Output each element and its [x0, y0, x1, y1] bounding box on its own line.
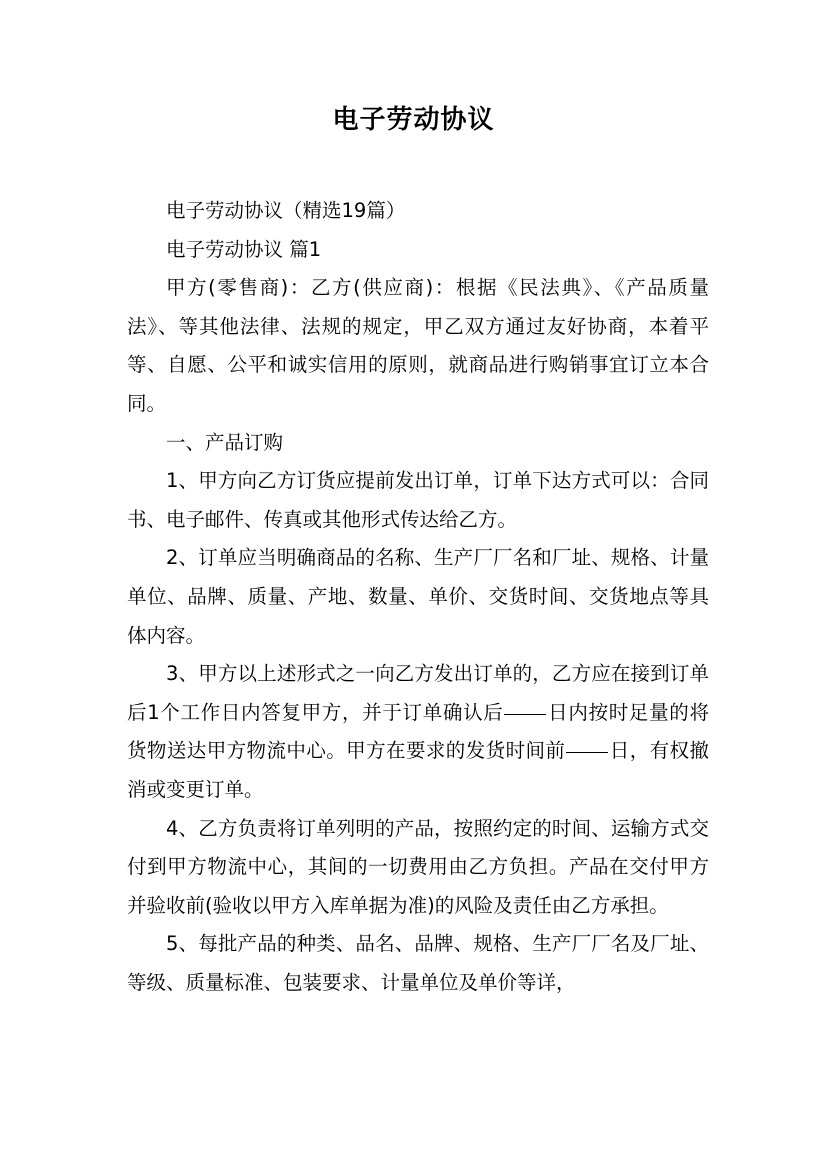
- document-title: 电子劳动协议: [332, 105, 495, 135]
- section-heading: 电子劳动协议 篇1: [166, 237, 322, 261]
- document-body: [127, 192, 709, 1002]
- fill-in-blank: [504, 713, 546, 715]
- document-subtitle: 电子劳动协议（精选19篇）: [166, 199, 406, 222]
- part-one-heading: 一、产品订购: [166, 430, 284, 454]
- clause-1: 1、甲方向乙方订货应提前发出订单，订单下达方式可以：合同书、电子邮件、传真或其他形式传达给乙方。: [127, 469, 709, 531]
- clause-2: 2、订单应当明确商品的名称、生产厂厂名和厂址、规格、计量单位、品牌、质量、产地、数量、单价、交货时间、交货地点等具体内容。: [127, 546, 709, 647]
- fill-in-blank: [566, 751, 608, 753]
- clause-4: 4、乙方负责将订单列明的产品，按照约定的时间、运输方式交付到甲方物流中心，其间的一切费用由乙方负担。产品在交付甲方并验收前(验收以甲方入库单据为准)的风险及责任由乙方承担。: [127, 816, 709, 917]
- clause-3-text-b: 日内按时足量的将货物送达甲方物流中心。甲方在要求的发货时间前: [127, 700, 709, 763]
- clause-3-text-a: 3、甲方以上述形式之一向乙方发出订单的，乙方应在接到订单后1个工作日内答复甲方，并于订单确认后: [127, 662, 709, 724]
- clause-3: [127, 655, 709, 809]
- intro-paragraph: 甲方(零售商)：乙方(供应商)：根据《民法典》、《产品质量法》、等其他法律、法规的规定，甲乙双方通过友好协商，本着平等、自愿、公平和诚实信用的原则，就商品进行购销事宜订立本合同。: [127, 276, 709, 415]
- clause-3-text-c: 日，有权撤消或变更订单。: [127, 739, 709, 801]
- clause-5: 5、每批产品的种类、品名、品牌、规格、生产厂厂名及厂址、等级、质量标准、包装要求、计量单位及单价等详，: [127, 932, 709, 994]
